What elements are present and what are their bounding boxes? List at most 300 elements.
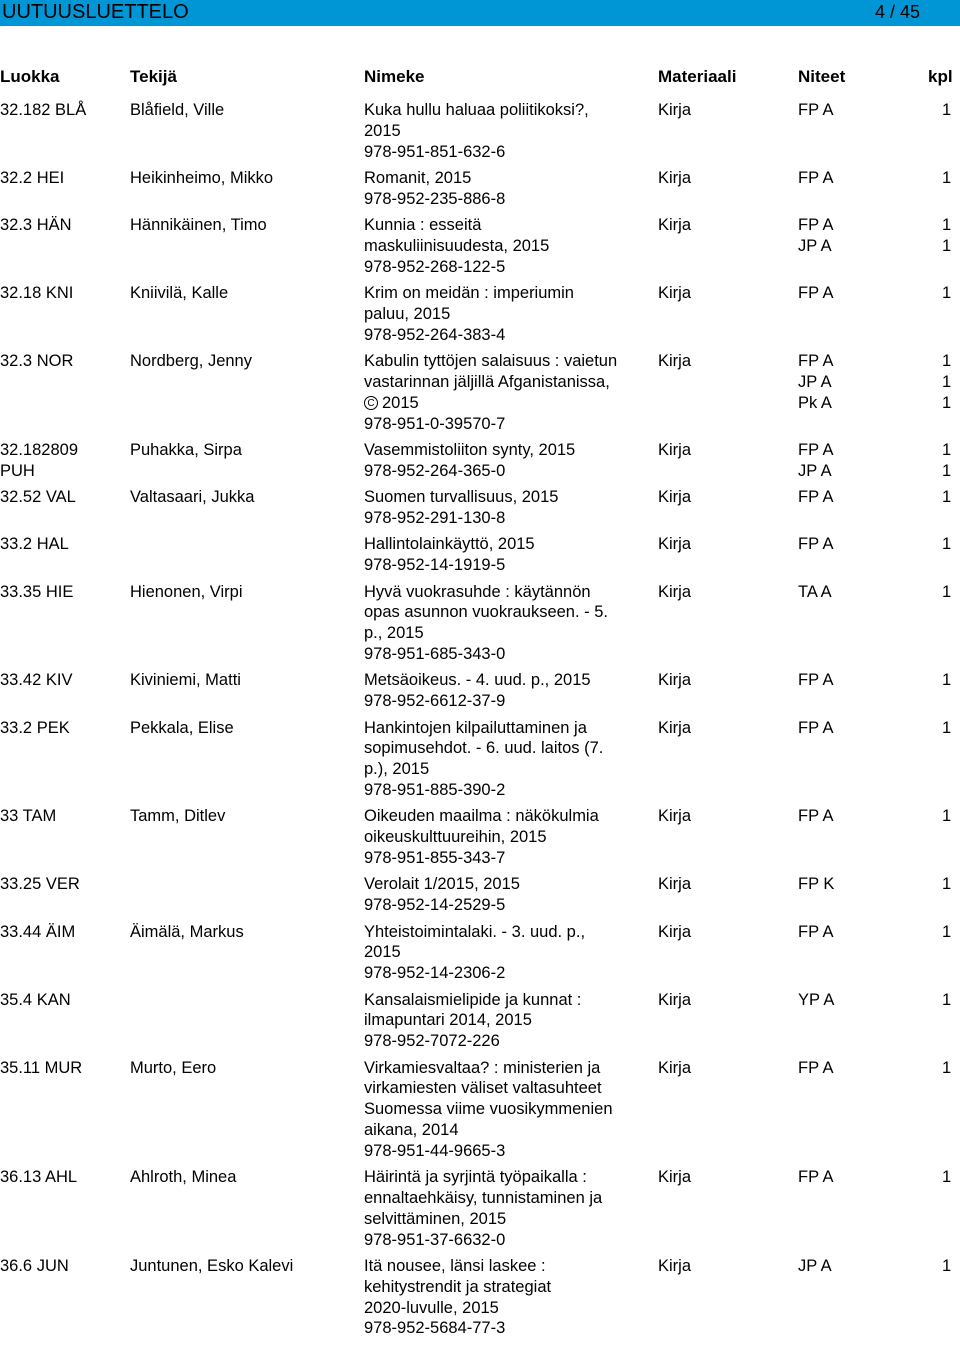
niteet-cell bbox=[798, 168, 928, 189]
materiaali-cell: Kirja bbox=[658, 671, 692, 690]
niteet-line: TA A bbox=[798, 582, 832, 601]
kpl-line: 1 bbox=[942, 236, 952, 255]
list-item bbox=[0, 582, 960, 671]
materiaali-cell: Kirja bbox=[658, 535, 692, 554]
niteet-line: FP A bbox=[798, 922, 834, 941]
niteet-line: YP A bbox=[798, 990, 835, 1009]
list-item bbox=[0, 440, 960, 487]
nimeke-text: Hankintojen kilpailuttaminen ja bbox=[364, 718, 587, 737]
nimeke-line bbox=[364, 440, 654, 461]
nimeke-line bbox=[364, 990, 654, 1011]
kpl-cell bbox=[942, 670, 960, 691]
luokka-cell bbox=[0, 718, 128, 739]
nimeke-text: Kuka hullu haluaa poliitikoksi?, bbox=[364, 101, 589, 119]
list-item bbox=[0, 1058, 960, 1168]
niteet-cell bbox=[798, 487, 928, 508]
nimeke-line bbox=[364, 1078, 654, 1099]
list-item bbox=[0, 168, 960, 215]
nimeke-text: Krim on meidän : imperiumin bbox=[364, 284, 574, 303]
materiaali-cell: Kirja bbox=[658, 875, 692, 894]
nimeke-line bbox=[364, 1298, 654, 1319]
nimeke-text: 978-951-851-632-6 bbox=[364, 142, 506, 161]
nimeke-text: 2015 bbox=[382, 393, 419, 412]
kpl-line: 1 bbox=[942, 718, 952, 737]
nimeke-cell bbox=[364, 806, 654, 868]
niteet-cell bbox=[798, 806, 928, 827]
nimeke-text: p., 2015 bbox=[364, 624, 424, 643]
niteet-line: FP A bbox=[798, 169, 834, 187]
kpl-cell bbox=[942, 718, 960, 739]
nimeke-line bbox=[364, 304, 654, 325]
catalog-list bbox=[0, 100, 960, 1345]
nimeke-text: vastarinnan jäljillä Afganistanissa, bbox=[364, 372, 610, 391]
luokka-cell bbox=[0, 1058, 128, 1079]
kpl-cell bbox=[942, 806, 960, 827]
list-item bbox=[0, 874, 960, 921]
copyright-icon: C bbox=[364, 396, 378, 410]
niteet-cell bbox=[798, 922, 928, 943]
nimeke-line bbox=[364, 963, 654, 984]
nimeke-text: Verolait 1/2015, 2015 bbox=[364, 875, 520, 894]
luokka-cell bbox=[0, 670, 128, 691]
list-item bbox=[0, 1256, 960, 1345]
list-item bbox=[0, 534, 960, 581]
kpl-line: 1 bbox=[942, 875, 952, 894]
nimeke-cell bbox=[364, 351, 654, 434]
kpl-line: 1 bbox=[942, 1256, 952, 1275]
nimeke-text: 978-952-7072-226 bbox=[364, 1032, 500, 1051]
nimeke-text: kehitystrendit ja strategiat bbox=[364, 1277, 552, 1296]
luokka-cell bbox=[0, 534, 128, 555]
luokka-line: 35.4 KAN bbox=[0, 990, 71, 1009]
luokka-cell bbox=[0, 440, 128, 482]
nimeke-line bbox=[364, 555, 654, 576]
niteet-line: FP A bbox=[798, 216, 834, 235]
nimeke-text: Metsäoikeus. - 4. uud. p., 2015 bbox=[364, 671, 591, 690]
kpl-cell bbox=[942, 534, 960, 555]
list-item bbox=[0, 990, 960, 1058]
nimeke-text: 978-952-291-130-8 bbox=[364, 508, 506, 527]
kpl-line: 1 bbox=[942, 582, 952, 601]
kpl-line: 1 bbox=[942, 807, 952, 826]
nimeke-line bbox=[364, 738, 654, 759]
nimeke-cell bbox=[364, 534, 654, 576]
niteet-cell bbox=[798, 1256, 928, 1277]
materiaali-cell: Kirja bbox=[658, 1058, 692, 1077]
list-item bbox=[0, 100, 960, 168]
luokka-line: 32.182 BLÅ bbox=[0, 101, 87, 119]
kpl-line: 1 bbox=[942, 535, 952, 554]
luokka-cell bbox=[0, 806, 128, 827]
nimeke-line bbox=[364, 461, 654, 482]
niteet-line: FP A bbox=[798, 1168, 834, 1187]
tekija-cell: Kiviniemi, Matti bbox=[130, 671, 241, 690]
kpl-line: 1 bbox=[942, 1168, 952, 1187]
kpl-cell bbox=[942, 440, 960, 482]
nimeke-line bbox=[364, 372, 654, 393]
luokka-line: 32.2 HEI bbox=[0, 169, 65, 187]
nimeke-line bbox=[364, 670, 654, 691]
kpl-cell bbox=[942, 990, 960, 1011]
niteet-line: JP A bbox=[798, 461, 832, 480]
nimeke-line bbox=[364, 1141, 654, 1162]
niteet-line: FP A bbox=[798, 488, 834, 507]
nimeke-cell bbox=[364, 922, 654, 984]
nimeke-cell bbox=[364, 440, 654, 482]
kpl-line: 1 bbox=[942, 922, 952, 941]
column-header-materiaali: Materiaali bbox=[658, 67, 737, 86]
list-item bbox=[0, 351, 960, 440]
nimeke-line bbox=[364, 168, 654, 189]
nimeke-text: aikana, 2014 bbox=[364, 1120, 459, 1139]
tekija-cell: Puhakka, Sirpa bbox=[130, 440, 242, 459]
nimeke-text: Kabulin tyttöjen salaisuus : vaietun bbox=[364, 352, 618, 371]
nimeke-line bbox=[364, 582, 654, 603]
kpl-line: 1 bbox=[942, 990, 952, 1009]
nimeke-line bbox=[364, 1031, 654, 1052]
luokka-line: PUH bbox=[0, 461, 35, 480]
niteet-cell bbox=[798, 718, 928, 739]
luokka-line: 33.25 VER bbox=[0, 875, 80, 894]
nimeke-cell bbox=[364, 874, 654, 916]
kpl-cell bbox=[942, 582, 960, 603]
niteet-cell bbox=[798, 100, 928, 121]
nimeke-line bbox=[364, 1167, 654, 1188]
luokka-line: 32.18 KNI bbox=[0, 284, 74, 303]
nimeke-line bbox=[364, 895, 654, 916]
nimeke-line bbox=[364, 393, 654, 414]
luokka-line: 33.44 ÄIM bbox=[0, 922, 76, 941]
niteet-line: JP A bbox=[798, 372, 832, 391]
list-item bbox=[0, 670, 960, 717]
kpl-cell bbox=[942, 487, 960, 508]
nimeke-line bbox=[364, 1188, 654, 1209]
nimeke-line bbox=[364, 874, 654, 895]
luokka-line: 32.52 VAL bbox=[0, 488, 76, 507]
tekija-cell: Murto, Eero bbox=[130, 1058, 217, 1077]
nimeke-text: oikeuskulttuureihin, 2015 bbox=[364, 828, 547, 847]
luokka-line: 32.3 HÄN bbox=[0, 216, 72, 235]
column-header-luokka: Luokka bbox=[0, 67, 60, 86]
nimeke-text: 2020-luvulle, 2015 bbox=[364, 1298, 499, 1317]
nimeke-text: Yhteistoimintalaki. - 3. uud. p., bbox=[364, 922, 586, 941]
niteet-line: JP A bbox=[798, 236, 832, 255]
nimeke-text: sopimusehdot. - 6. uud. laitos (7. bbox=[364, 739, 604, 758]
tekija-cell: Tamm, Ditlev bbox=[130, 807, 226, 826]
column-header-niteet: Niteet bbox=[798, 67, 846, 86]
list-item bbox=[0, 487, 960, 534]
kpl-cell bbox=[942, 283, 960, 304]
nimeke-line bbox=[364, 1318, 654, 1339]
nimeke-cell bbox=[364, 718, 654, 801]
niteet-line: FP A bbox=[798, 1058, 834, 1077]
page-title: UUTUUSLUETTELO bbox=[2, 1, 189, 23]
nimeke-text: Vasemmistoliiton synty, 2015 bbox=[364, 440, 576, 459]
nimeke-line bbox=[364, 1256, 654, 1277]
nimeke-line bbox=[364, 1099, 654, 1120]
nimeke-cell bbox=[364, 582, 654, 665]
luokka-line: 35.11 MUR bbox=[0, 1058, 83, 1077]
nimeke-cell bbox=[364, 487, 654, 529]
nimeke-line bbox=[364, 414, 654, 435]
kpl-cell bbox=[942, 874, 960, 895]
nimeke-line bbox=[364, 189, 654, 210]
nimeke-line bbox=[364, 827, 654, 848]
header-bar bbox=[0, 0, 960, 26]
nimeke-line bbox=[364, 1058, 654, 1079]
nimeke-line bbox=[364, 922, 654, 943]
nimeke-text: Hyvä vuokrasuhde : käytännön bbox=[364, 582, 591, 601]
nimeke-text: selvittäminen, 2015 bbox=[364, 1209, 507, 1228]
nimeke-text: Kunnia : esseitä bbox=[364, 216, 482, 235]
nimeke-cell bbox=[364, 168, 654, 210]
nimeke-line bbox=[364, 1277, 654, 1298]
list-item bbox=[0, 215, 960, 283]
nimeke-text: 978-952-5684-77-3 bbox=[364, 1319, 506, 1338]
luokka-cell bbox=[0, 1256, 128, 1277]
nimeke-line bbox=[364, 487, 654, 508]
nimeke-line bbox=[364, 806, 654, 827]
nimeke-text: 978-951-685-343-0 bbox=[364, 644, 506, 663]
kpl-line: 1 bbox=[942, 440, 952, 459]
materiaali-cell: Kirja bbox=[658, 718, 692, 737]
nimeke-text: Häirintä ja syrjintä työpaikalla : bbox=[364, 1168, 587, 1187]
niteet-line: Pk A bbox=[798, 393, 832, 412]
column-header-kpl: kpl bbox=[928, 67, 953, 86]
nimeke-line bbox=[364, 780, 654, 801]
niteet-line: FP A bbox=[798, 535, 834, 554]
luokka-line: 33 TAM bbox=[0, 807, 57, 826]
kpl-cell bbox=[942, 100, 960, 121]
tekija-cell: Pekkala, Elise bbox=[130, 718, 234, 737]
nimeke-cell bbox=[364, 1167, 654, 1250]
nimeke-text: Romanit, 2015 bbox=[364, 169, 472, 187]
list-item bbox=[0, 718, 960, 807]
nimeke-text: 978-952-235-886-8 bbox=[364, 189, 506, 208]
luokka-line: 32.3 NOR bbox=[0, 352, 74, 371]
nimeke-line bbox=[364, 602, 654, 623]
luokka-cell bbox=[0, 990, 128, 1011]
materiaali-cell: Kirja bbox=[658, 101, 692, 119]
nimeke-line bbox=[364, 759, 654, 780]
luokka-cell bbox=[0, 100, 128, 121]
luokka-cell bbox=[0, 1167, 128, 1188]
niteet-line: JP A bbox=[798, 1256, 832, 1275]
kpl-cell bbox=[942, 922, 960, 943]
materiaali-cell: Kirja bbox=[658, 582, 692, 601]
nimeke-line bbox=[364, 1010, 654, 1031]
nimeke-text: 978-952-14-1919-5 bbox=[364, 556, 506, 575]
luokka-cell bbox=[0, 283, 128, 304]
nimeke-cell bbox=[364, 1058, 654, 1162]
kpl-line: 1 bbox=[942, 372, 952, 391]
niteet-line: FP A bbox=[798, 807, 834, 826]
tekija-cell: Hienonen, Virpi bbox=[130, 582, 243, 601]
nimeke-cell bbox=[364, 670, 654, 712]
kpl-line: 1 bbox=[942, 284, 952, 303]
nimeke-text: Suomessa viime vuosikymmenien bbox=[364, 1100, 613, 1119]
nimeke-text: paluu, 2015 bbox=[364, 304, 451, 323]
nimeke-line bbox=[364, 691, 654, 712]
tekija-cell: Ahlroth, Minea bbox=[130, 1168, 237, 1187]
nimeke-text: 2015 bbox=[364, 943, 401, 962]
nimeke-line bbox=[364, 236, 654, 257]
niteet-cell bbox=[798, 1167, 928, 1188]
nimeke-text: 978-952-14-2306-2 bbox=[364, 964, 506, 983]
nimeke-line bbox=[364, 644, 654, 665]
nimeke-text: Suomen turvallisuus, 2015 bbox=[364, 488, 559, 507]
niteet-line: FP A bbox=[798, 101, 834, 119]
kpl-line: 1 bbox=[942, 352, 952, 371]
materiaali-cell: Kirja bbox=[658, 488, 692, 507]
luokka-cell bbox=[0, 168, 128, 189]
kpl-line: 1 bbox=[942, 1058, 952, 1077]
materiaali-cell: Kirja bbox=[658, 807, 692, 826]
niteet-cell bbox=[798, 351, 928, 413]
nimeke-text: Virkamiesvaltaa? : ministerien ja bbox=[364, 1058, 601, 1077]
materiaali-cell: Kirja bbox=[658, 169, 692, 187]
nimeke-line bbox=[364, 121, 654, 142]
kpl-line: 1 bbox=[942, 101, 952, 119]
nimeke-text: Hallintolainkäyttö, 2015 bbox=[364, 535, 535, 554]
nimeke-line bbox=[364, 1120, 654, 1141]
luokka-line: 33.2 HAL bbox=[0, 535, 69, 554]
column-header-nimeke: Nimeke bbox=[364, 67, 425, 86]
nimeke-text: ilmapuntari 2014, 2015 bbox=[364, 1011, 532, 1030]
luokka-cell bbox=[0, 874, 128, 895]
materiaali-cell: Kirja bbox=[658, 352, 692, 371]
nimeke-text: 978-952-6612-37-9 bbox=[364, 692, 506, 711]
niteet-cell bbox=[798, 1058, 928, 1079]
kpl-line: 1 bbox=[942, 461, 952, 480]
kpl-cell bbox=[942, 1167, 960, 1188]
luokka-cell bbox=[0, 351, 128, 372]
luokka-cell bbox=[0, 922, 128, 943]
niteet-cell bbox=[798, 440, 928, 482]
materiaali-cell: Kirja bbox=[658, 1256, 692, 1275]
nimeke-text: 978-952-264-383-4 bbox=[364, 325, 506, 344]
tekija-cell: Kniivilä, Kalle bbox=[130, 284, 229, 303]
luokka-line: 32.182809 bbox=[0, 440, 78, 459]
nimeke-line bbox=[364, 942, 654, 963]
page-number: 4 / 45 bbox=[874, 2, 920, 22]
nimeke-line bbox=[364, 508, 654, 529]
luokka-line: 33.2 PEK bbox=[0, 718, 70, 737]
kpl-line: 1 bbox=[942, 671, 952, 690]
nimeke-line bbox=[364, 534, 654, 555]
nimeke-text: Kansalaismielipide ja kunnat : bbox=[364, 990, 582, 1009]
nimeke-line bbox=[364, 215, 654, 236]
list-item bbox=[0, 283, 960, 351]
nimeke-text: 978-952-14-2529-5 bbox=[364, 896, 506, 915]
tekija-cell: Äimälä, Markus bbox=[130, 922, 244, 941]
luokka-cell bbox=[0, 582, 128, 603]
materiaali-cell: Kirja bbox=[658, 990, 692, 1009]
niteet-line: FP K bbox=[798, 875, 835, 894]
tekija-cell: Heikinheimo, Mikko bbox=[130, 169, 274, 187]
niteet-line: FP A bbox=[798, 284, 834, 303]
kpl-cell bbox=[942, 1058, 960, 1079]
nimeke-text: 978-952-268-122-5 bbox=[364, 257, 506, 276]
nimeke-text: 978-951-44-9665-3 bbox=[364, 1141, 506, 1160]
kpl-line: 1 bbox=[942, 393, 952, 412]
nimeke-line bbox=[364, 283, 654, 304]
nimeke-text: p.), 2015 bbox=[364, 760, 430, 779]
nimeke-line bbox=[364, 325, 654, 346]
kpl-cell bbox=[942, 168, 960, 189]
niteet-cell bbox=[798, 582, 928, 603]
kpl-line: 1 bbox=[942, 216, 952, 235]
nimeke-line bbox=[364, 1209, 654, 1230]
luokka-cell bbox=[0, 487, 128, 508]
materiaali-cell: Kirja bbox=[658, 922, 692, 941]
tekija-cell: Hännikäinen, Timo bbox=[130, 216, 267, 235]
column-header-tekija: Tekijä bbox=[130, 67, 177, 86]
nimeke-text: 2015 bbox=[364, 121, 401, 140]
luokka-line: 33.42 KIV bbox=[0, 671, 73, 690]
niteet-cell bbox=[798, 534, 928, 555]
nimeke-cell bbox=[364, 990, 654, 1052]
nimeke-text: ennaltaehkäisy, tunnistaminen ja bbox=[364, 1188, 603, 1207]
niteet-line: FP A bbox=[798, 440, 834, 459]
nimeke-line bbox=[364, 351, 654, 372]
niteet-cell bbox=[798, 215, 928, 257]
list-item bbox=[0, 1167, 960, 1256]
nimeke-cell bbox=[364, 100, 654, 162]
niteet-cell bbox=[798, 283, 928, 304]
nimeke-line bbox=[364, 100, 654, 121]
niteet-cell bbox=[798, 990, 928, 1011]
nimeke-text: 978-951-855-343-7 bbox=[364, 848, 506, 867]
materiaali-cell: Kirja bbox=[658, 284, 692, 303]
list-item bbox=[0, 922, 960, 990]
nimeke-line bbox=[364, 848, 654, 869]
kpl-cell bbox=[942, 215, 960, 257]
nimeke-text: 978-952-264-365-0 bbox=[364, 461, 506, 480]
nimeke-text: maskuliinisuudesta, 2015 bbox=[364, 236, 550, 255]
niteet-line: FP A bbox=[798, 718, 834, 737]
niteet-line: FP A bbox=[798, 671, 834, 690]
tekija-cell: Valtasaari, Jukka bbox=[130, 488, 255, 507]
materiaali-cell: Kirja bbox=[658, 1168, 692, 1187]
tekija-cell: Nordberg, Jenny bbox=[130, 352, 252, 371]
kpl-cell bbox=[942, 1256, 960, 1277]
nimeke-text: opas asunnon vuokraukseen. - 5. bbox=[364, 603, 608, 622]
kpl-line: 1 bbox=[942, 488, 952, 507]
nimeke-text: Oikeuden maailma : näkökulmia bbox=[364, 807, 599, 826]
nimeke-text: 978-951-37-6632-0 bbox=[364, 1230, 506, 1249]
list-item bbox=[0, 806, 960, 874]
nimeke-cell bbox=[364, 215, 654, 277]
tekija-cell: Blåfield, Ville bbox=[130, 101, 225, 119]
materiaali-cell: Kirja bbox=[658, 216, 692, 235]
luokka-line: 36.13 AHL bbox=[0, 1168, 78, 1187]
nimeke-text: 978-951-885-390-2 bbox=[364, 780, 506, 799]
nimeke-line bbox=[364, 257, 654, 278]
nimeke-line bbox=[364, 718, 654, 739]
kpl-cell bbox=[942, 351, 960, 413]
kpl-line: 1 bbox=[942, 169, 952, 187]
materiaali-cell: Kirja bbox=[658, 440, 692, 459]
luokka-cell bbox=[0, 215, 128, 236]
luokka-line: 36.6 JUN bbox=[0, 1256, 69, 1275]
nimeke-text: Itä nousee, länsi laskee : bbox=[364, 1256, 546, 1275]
luokka-line: 33.35 HIE bbox=[0, 582, 74, 601]
tekija-cell: Juntunen, Esko Kalevi bbox=[130, 1256, 294, 1275]
nimeke-line bbox=[364, 1230, 654, 1251]
nimeke-text: virkamiesten väliset valtasuhteet bbox=[364, 1079, 602, 1098]
niteet-cell bbox=[798, 874, 928, 895]
